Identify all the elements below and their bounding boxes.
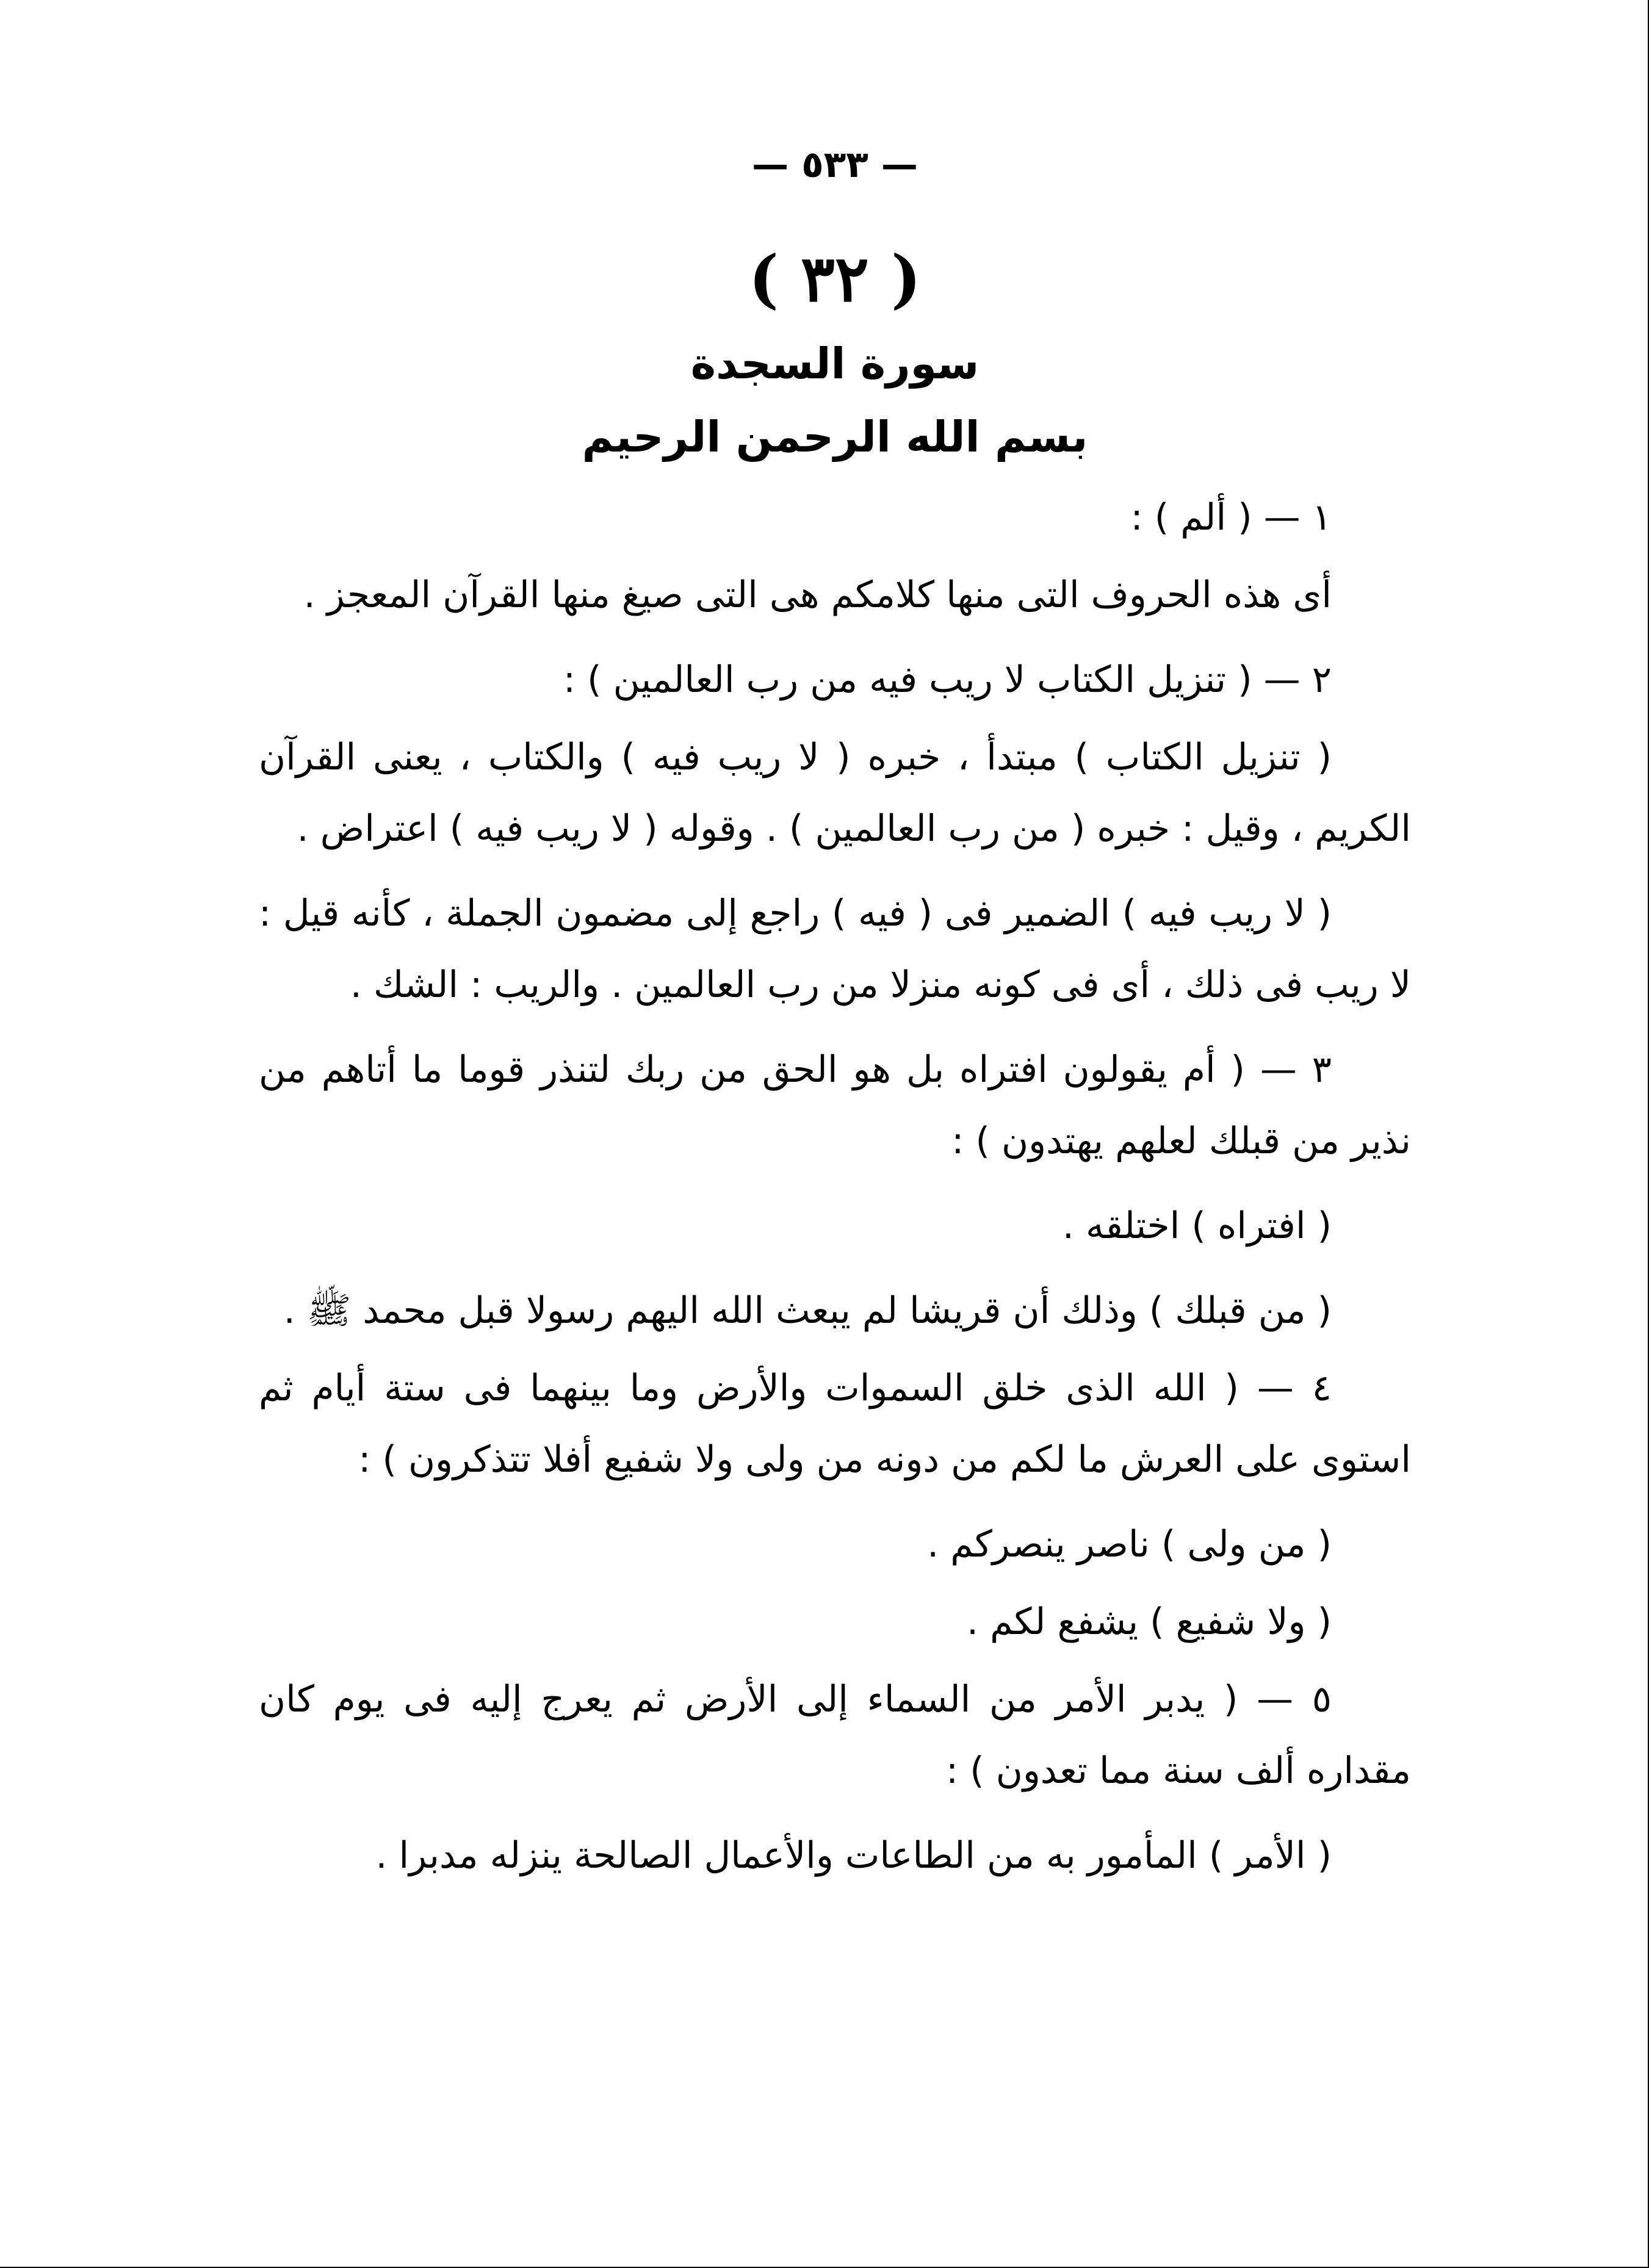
commentary-paragraph: ( تنزيل الكتاب ) مبتدأ ، خبره ( لا ريب فيه ) والكتاب ، يعنى القرآن الكريم ، وقيل : خبره ( من رب العالمين ) . وقوله ( لا ريب فيه ) اعتراض . xyxy=(259,736,1411,850)
verse-heading-4: ٤ — ( الله الذى خلق السموات والأرض وما بينهما فى ستة أيام ثم استوى على العرش ما لكم من دونه من ولى ولا شفيع أفلا تتذكرون ) : xyxy=(259,1367,1411,1481)
verse-heading-1: ١ — ( ألم ) : xyxy=(1130,496,1332,539)
verse-heading-2: ٢ — ( تنزيل الكتاب لا ريب فيه من رب العالمين ) : xyxy=(563,658,1332,701)
commentary-paragraph: أى هذه الحروف التى منها كلامكم هى التى صيغ منها القرآن المعجز . xyxy=(303,574,1332,616)
verse-heading-5: ٥ — ( يدبر الأمر من السماء إلى الأرض ثم يعرج إليه فى يوم كان مقداره ألف سنة مما تعدون ) : xyxy=(259,1678,1411,1792)
surah-title: سورة السجدة xyxy=(690,339,980,389)
commentary-body xyxy=(259,482,1411,1892)
basmala: بسم الله الرحمن الرحيم xyxy=(582,412,1088,462)
commentary-paragraph: ( الأمر ) المأمور به من الطاعات والأعمال الصالحة ينزله مدبرا . xyxy=(375,1834,1332,1877)
surah-number: ( ٣٢ ) xyxy=(748,241,922,316)
commentary-paragraph: ( لا ريب فيه ) الضمير فى ( فيه ) راجع إلى مضمون الجملة ، كأنه قيل : لا ريب فى ذلك ، أى فى كونه منزلا من رب العالمين . والريب : الشك . xyxy=(259,892,1411,1006)
commentary-paragraph: ( من ولى ) ناصر ينصركم . xyxy=(927,1523,1332,1566)
page-number: — ٥٣٣ — xyxy=(752,143,918,186)
commentary-paragraph: ( ولا شفيع ) يشفع لكم . xyxy=(966,1600,1332,1643)
verse-heading-3: ٣ — ( أم يقولون افتراه بل هو الحق من ربك لتنذر قوما ما أتاهم من نذير من قبلك لعلهم يهتدون ) : xyxy=(259,1048,1411,1162)
commentary-paragraph: ( من قبلك ) وذلك أن قريشا لم يبعث الله اليهم رسولا قبل محمد ﷺ . xyxy=(283,1289,1332,1332)
commentary-paragraph: ( افتراه ) اختلقه . xyxy=(1062,1204,1332,1247)
